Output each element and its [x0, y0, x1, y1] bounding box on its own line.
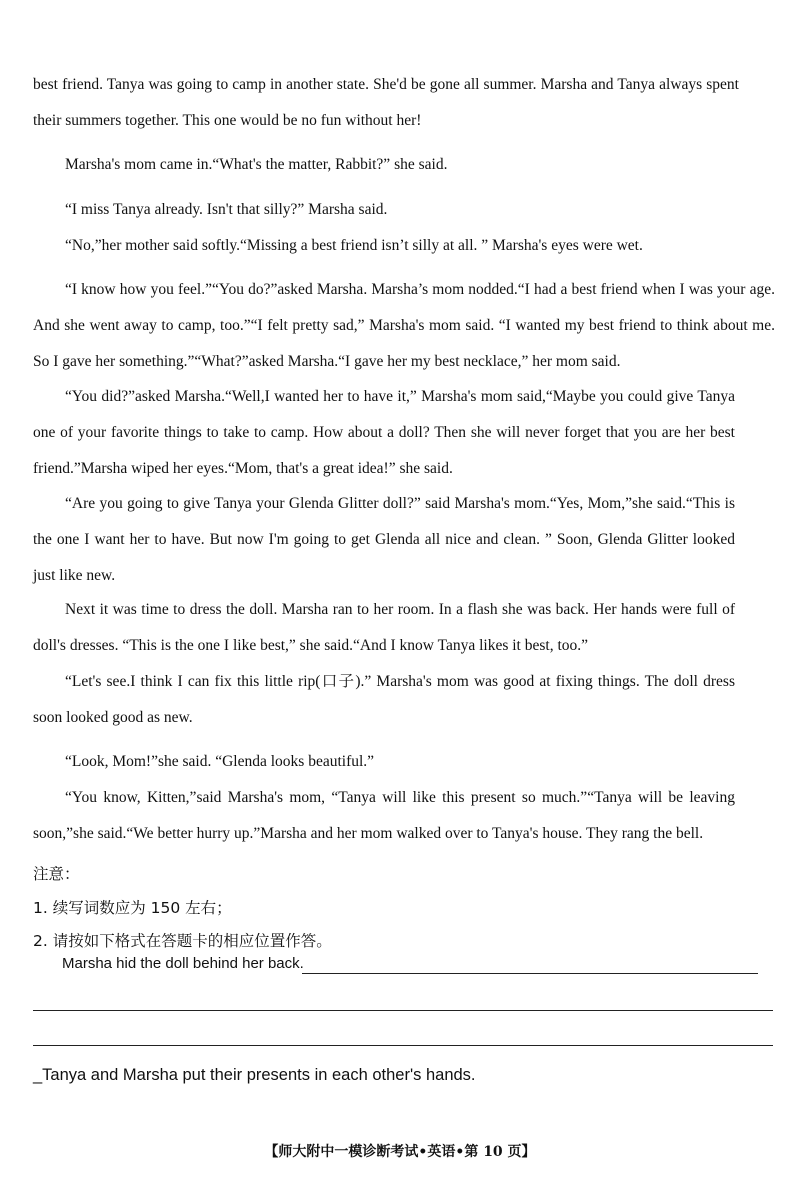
continuation-ending: _Tanya and Marsha put their presents in each other's hands. [33, 1066, 476, 1084]
answer-line[interactable] [302, 973, 758, 974]
page-footer: 【师大附中一模诊断考试•英语•第 10 页】 [264, 1144, 536, 1160]
story-paragraph: “No,”her mother said softly.“Missing a best friend isn’t silly at all. ” Marsha's eyes were wet. [65, 237, 643, 254]
continuation-prefix: Marsha hid the doll behind her back. [62, 955, 304, 972]
story-paragraph: “You did?”asked Marsha.“Well,I wanted her to have it,” Marsha's mom said,“Maybe you could give Tanya one of your favorite things to take to camp. How about a doll? Then she will never forget that you are her best friend.”Marsha wiped her eyes.“Mom, that's a great idea!” she said. [33, 388, 735, 477]
answer-line[interactable] [33, 1010, 773, 1011]
answer-line[interactable] [33, 1045, 773, 1046]
story-paragraph: “Let's see.I think I can fix this little rip(口子).” Marsha's mom was good at fixing things. The doll dress soon looked good as new. [33, 673, 735, 726]
story-paragraph: “Look, Mom!”she said. “Glenda looks beautiful.” [65, 753, 375, 770]
notes-heading: 注意： [33, 865, 80, 883]
story-paragraph: “You know, Kitten,”said Marsha's mom, “Tanya will like this present so much.”“Tanya will be leaving soon,”she said.“We better hurry up.”Marsha and her mom walked over to Tanya's house. They rang the bell. [33, 789, 735, 842]
story-paragraph: “Are you going to give Tanya your Glenda Glitter doll?” said Marsha's mom.“Yes, Mom,”she said.“This is the one I want her to have. But now I'm going to get Glenda all nice and clean. ” Soon, Glenda Glitter looked just like new. [33, 495, 735, 584]
story-paragraph: Marsha's mom came in.“What's the matter, Rabbit?” she said. [65, 156, 448, 173]
story-paragraph: Next it was time to dress the doll. Marsha ran to her room. In a flash she was back. Her hands were full of doll's dresses. “This is the one I like best,” she said.“And I know Tanya likes it best, too.” [33, 601, 735, 654]
notes-item: 2. 请按如下格式在答题卡的相应位置作答。 [33, 932, 332, 950]
story-paragraph: “I know how you feel.”“You do?”asked Marsha. Marsha’s mom nodded.“I had a best friend when I was your age. And she went away to camp, too.”“I felt pretty sad,” Marsha's mom said. “I wanted my best friend to think about me. So I gave her something.”“What?”asked Marsha.“I gave her my best necklace,” her mom said. [33, 281, 775, 370]
notes-item: 1. 续写词数应为 150 左右； [33, 899, 232, 917]
story-paragraph: “I miss Tanya already. Isn't that silly?” Marsha said. [65, 201, 388, 218]
story-paragraph: best friend. Tanya was going to camp in another state. She'd be gone all summer. Marsha and Tanya always spent their summers together. This one would be no fun without her! [33, 76, 739, 129]
